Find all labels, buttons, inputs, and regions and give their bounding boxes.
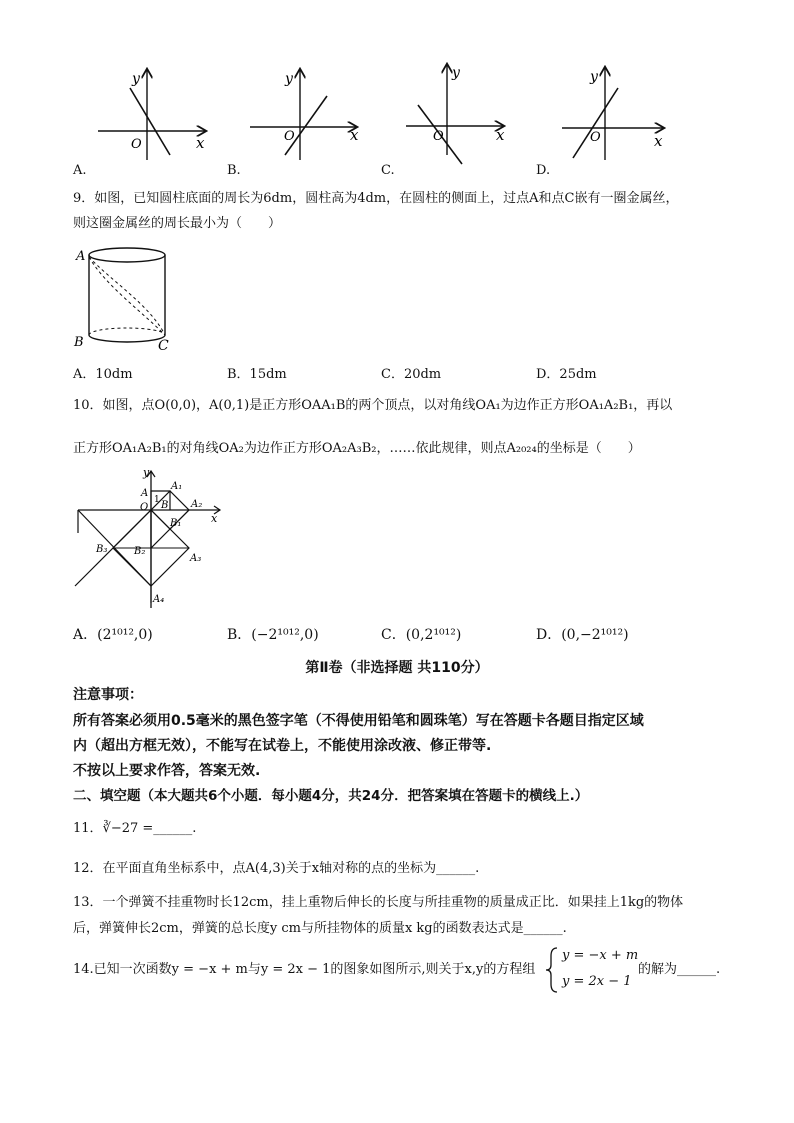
q14-tail: 的解为______. [638,962,721,977]
q10-label-a4: A₄ [153,594,165,605]
q10-option-a: A．(2¹⁰¹²,0) [73,627,153,643]
q8d-y-label: y [590,69,598,85]
q8a-origin-label: O [131,137,142,152]
q10-label-b2: B₂ [134,546,146,557]
notice-line1: 所有答案必须用0.5毫米的黑色签字笔（不得使用铅笔和圆珠笔）写在答题卡各题目指定区域 [73,713,644,729]
q8c-origin-label: O [433,129,444,144]
q9-option-c: C．20dm [381,367,442,382]
notice-line2: 内（超出方框无效），不能写在试卷上，不能使用涂改液、修正带等. [73,738,492,754]
q8a-y-label: y [132,71,140,87]
q8-graph-a [98,70,205,160]
q10-label-a: A [141,488,149,499]
q14-eq2: y = 2x − 1 [562,974,632,989]
q10-label-b3: B₃ [96,544,108,555]
q8-graph-b [250,70,359,160]
notice-line3: 不按以上要求作答，答案无效. [73,763,261,779]
q8-option-a: A. [73,163,87,178]
section-fill-blank: 二、填空题（本大题共6个小题．每小题4分，共24分．把答案填在答题卡的横线上.） [73,788,589,804]
q8-graphs [0,0,794,180]
q10-squares-figure [70,468,230,613]
q9-label-b: B [74,335,84,350]
q10-label-one: 1 [154,495,160,505]
q10-text-line1: 10．如图，点O(0,0)，A(0,1)是正方形OAA₁B的两个顶点，以对角线OA₁为边作正方形OA₁A₂B₁，再以 [73,398,673,413]
q14-brace [545,946,559,994]
q9-text-line2: 则这圈金属丝的周长最小为（ ） [73,216,282,231]
q10-label-b: B [161,500,169,511]
q14-eq1: y = −x + m [562,948,639,963]
q10-label-a1: A₁ [171,481,183,492]
q10-label-a2: A₂ [191,499,203,510]
q9-text-line1: 9．如图，已知圆柱底面的周长为6dm，圆柱高为4dm，在圆柱的侧面上，过点A和点C嵌有一圈金属丝， [73,191,679,206]
q10-label-b1: B₁ [170,518,182,529]
q8c-y-label: y [452,65,460,81]
notice-title: 注意事项： [73,687,143,703]
q8-option-d: D. [536,163,551,178]
q8a-x-label: x [196,134,205,152]
q12-text: 12．在平面直角坐标系中，点A(4,3)关于x轴对称的点的坐标为______. [73,861,480,876]
q10-label-a3: A₃ [190,553,202,564]
q11-text: 11．∛−27 =______. [73,821,197,836]
q8-graph-c [406,65,505,164]
q9-option-d: D．25dm [536,367,597,382]
part2-title: 第Ⅱ卷（非选择题 共110分） [305,660,489,676]
q10-label-o: O [140,502,149,513]
q10-label-x: x [211,512,218,525]
q9-option-a: A．10dm [73,367,133,382]
q13-text-line2: 后，弹簧伸长2cm，弹簧的总长度y cm与所挂物体的质量x kg的函数表达式是______. [73,921,567,936]
q8c-x-label: x [496,126,505,144]
q13-text-line1: 13．一个弹簧不挂重物时长12cm，挂上重物后伸长的长度与所挂重物的质量成正比．如果挂上1kg的物体 [73,895,684,910]
q8b-x-label: x [350,126,359,144]
q10-option-c: C．(0,2¹⁰¹²) [381,627,462,643]
q8b-origin-label: O [284,129,295,144]
q9-label-c: C [158,338,169,354]
q9-label-a: A [76,249,86,264]
q8-option-c: C. [381,163,395,178]
q14-text: 14.已知一次函数y = −x + m与y = 2x − 1的图象如图所示,则关于x,y的方程组 [73,962,536,977]
q10-option-b: B．(−2¹⁰¹²,0) [227,627,319,643]
q8b-y-label: y [285,71,293,87]
q8d-x-label: x [654,132,663,150]
q8-graph-d [562,68,663,160]
q10-option-d: D．(0,−2¹⁰¹²) [536,627,629,643]
q10-label-y: y [143,468,150,479]
q8d-origin-label: O [590,130,601,145]
q10-text-line2: 正方形OA₁A₂B₁的对角线OA₂为边作正方形OA₂A₃B₂，……依此规律，则点A₂₀₂₄的坐标是（ ） [73,441,641,456]
q8-option-b: B. [227,163,241,178]
q9-option-b: B．15dm [227,367,287,382]
q9-cylinder-figure [70,240,190,355]
